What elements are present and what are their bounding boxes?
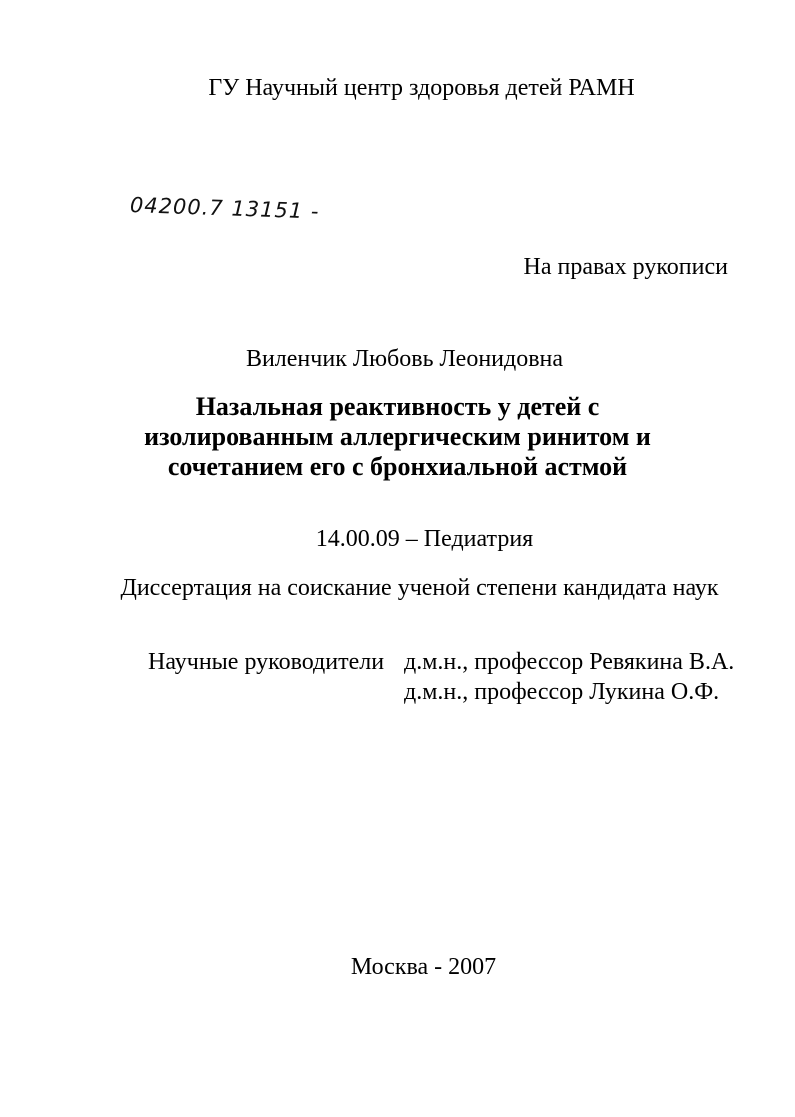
supervisor-name: д.м.н., профессор Ревякина В.А. [404,649,735,675]
supervisors-label: Научные руководители [148,649,385,675]
title-line: сочетанием его с бронхиальной астмой [167,452,628,481]
institution-header: ГУ Научный центр здоровья детей РАМН [208,75,635,101]
title-line: изолированным аллергическим ринитом и [144,422,651,451]
supervisor-name: д.м.н., профессор Лукина О.Ф. [404,679,720,705]
city-year: Москва - 2007 [350,954,497,980]
rights-note: На правах рукописи [523,254,728,280]
handwritten-registration-number: 04200.7 13151 - [129,193,320,224]
specialty-code: 14.00.09 – Педиатрия [315,526,534,552]
degree-statement: Диссертация на соискание ученой степени кандидата наук [120,575,719,601]
dissertation-title [0,392,795,482]
title-line: Назальная реактивность у детей с [195,392,600,421]
author-name: Виленчик Любовь Леонидовна [245,346,564,372]
